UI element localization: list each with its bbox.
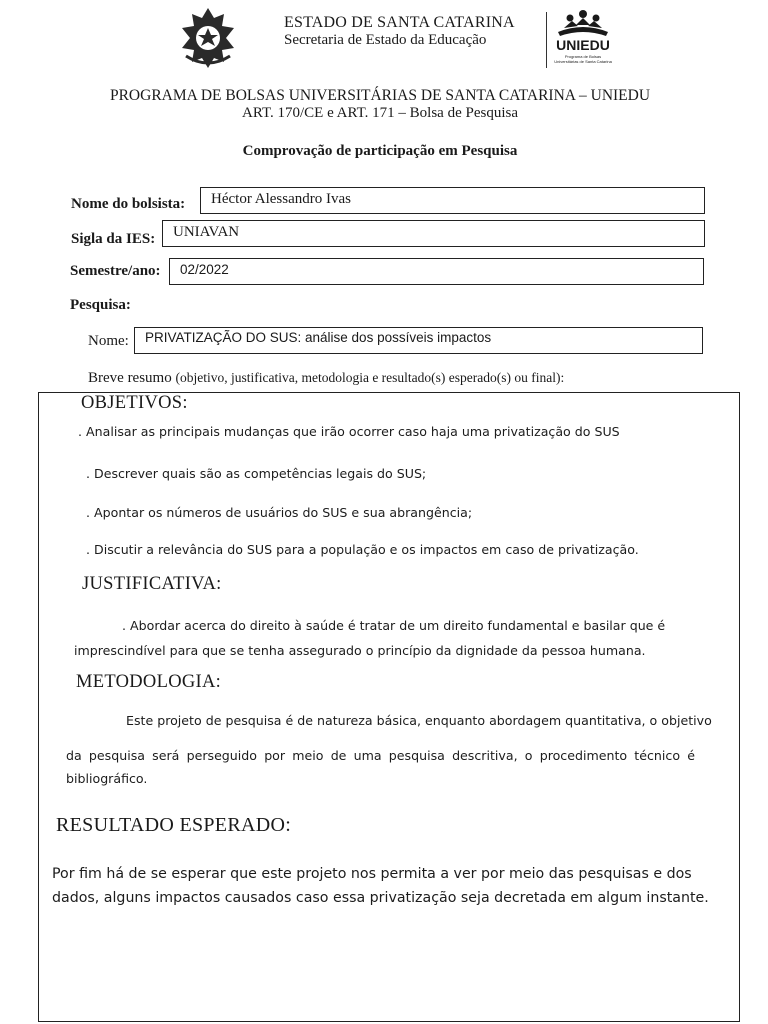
justificativa-text: imprescindível para que se tenha assegurado o princípio da dignidade da pessoa humana.	[74, 643, 646, 658]
justificativa-heading: JUSTIFICATIVA:	[82, 574, 222, 594]
justificativa-text: . Abordar acerca do direito à saúde é tratar de um direito fundamental e basilar que é	[122, 618, 666, 633]
program-title: PROGRAMA DE BOLSAS UNIVERSITÁRIAS DE SANTA CATARINA – UNIEDU	[109, 87, 651, 104]
pesquisa-nome-label: Nome:	[88, 333, 129, 349]
ies-label: Sigla da IES:	[71, 231, 156, 247]
bolsista-field[interactable]: Héctor Alessandro Ivas	[200, 187, 705, 214]
state-subtitle: Secretaria de Estado da Educação	[284, 32, 487, 48]
program-subtitle: ART. 170/CE e ART. 171 – Bolsa de Pesquisa	[242, 105, 518, 121]
resultado-heading: RESULTADO ESPERADO:	[56, 814, 292, 836]
metodologia-text: Este projeto de pesquisa é de natureza básica, enquanto abordagem quantitativa, o objetivo	[126, 713, 712, 728]
resultado-text: Por fim há de se esperar que este projeto nos permita a ver por meio das pesquisas e dos	[52, 866, 692, 882]
semestre-field[interactable]: 02/2022	[169, 258, 704, 285]
resumo-label-detail: (objetivo, justificativa, metodologia e resultado(s) esperado(s) ou final):	[175, 370, 565, 385]
objetivo-item: . Apontar os números de usuários do SUS e sua abrangência;	[86, 505, 473, 520]
state-title: ESTADO DE SANTA CATARINA	[284, 14, 515, 31]
metodologia-text: bibliográfico.	[66, 771, 148, 786]
resumo-label-main: Breve resumo	[88, 370, 172, 386]
semestre-label: Semestre/ano:	[70, 263, 161, 279]
resultado-text: dados, alguns impactos causados caso essa privatização seja decretada em algum instante.	[52, 890, 709, 906]
objetivo-item: . Descrever quais são as competências legais do SUS;	[86, 466, 427, 481]
resumo-label	[88, 370, 564, 387]
coat-of-arms-icon	[176, 6, 240, 70]
uniedu-logo	[548, 8, 618, 78]
objetivos-heading: OBJETIVOS:	[81, 393, 188, 413]
logo-tagline-2: Universitárias de Santa Catarina	[554, 59, 612, 64]
uniedu-book-people-icon	[548, 8, 618, 78]
bolsista-label: Nome do bolsista:	[71, 196, 186, 212]
logo-text: UNIEDU	[556, 37, 610, 53]
objetivo-item: . Discutir a relevância do SUS para a população e os impactos em caso de privatização.	[86, 542, 639, 557]
pesquisa-label: Pesquisa:	[70, 297, 131, 313]
objetivo-item: . Analisar as principais mudanças que irão ocorrer caso haja uma privatização do SUS	[78, 424, 620, 439]
metodologia-heading: METODOLOGIA:	[76, 672, 222, 692]
ies-field[interactable]: UNIAVAN	[162, 220, 705, 247]
metodologia-text: da pesquisa será perseguido por meio de uma pesquisa descritiva, o procedimento técnico é	[66, 748, 695, 763]
logo-divider	[546, 12, 547, 68]
pesquisa-nome-field[interactable]: PRIVATIZAÇÃO DO SUS: análise dos possíveis impactos	[134, 327, 703, 354]
logo-tagline-1: Programa de Bolsas	[564, 54, 602, 59]
document-heading: Comprovação de participação em Pesquisa	[242, 143, 518, 159]
resumo-box[interactable]	[38, 392, 740, 1022]
